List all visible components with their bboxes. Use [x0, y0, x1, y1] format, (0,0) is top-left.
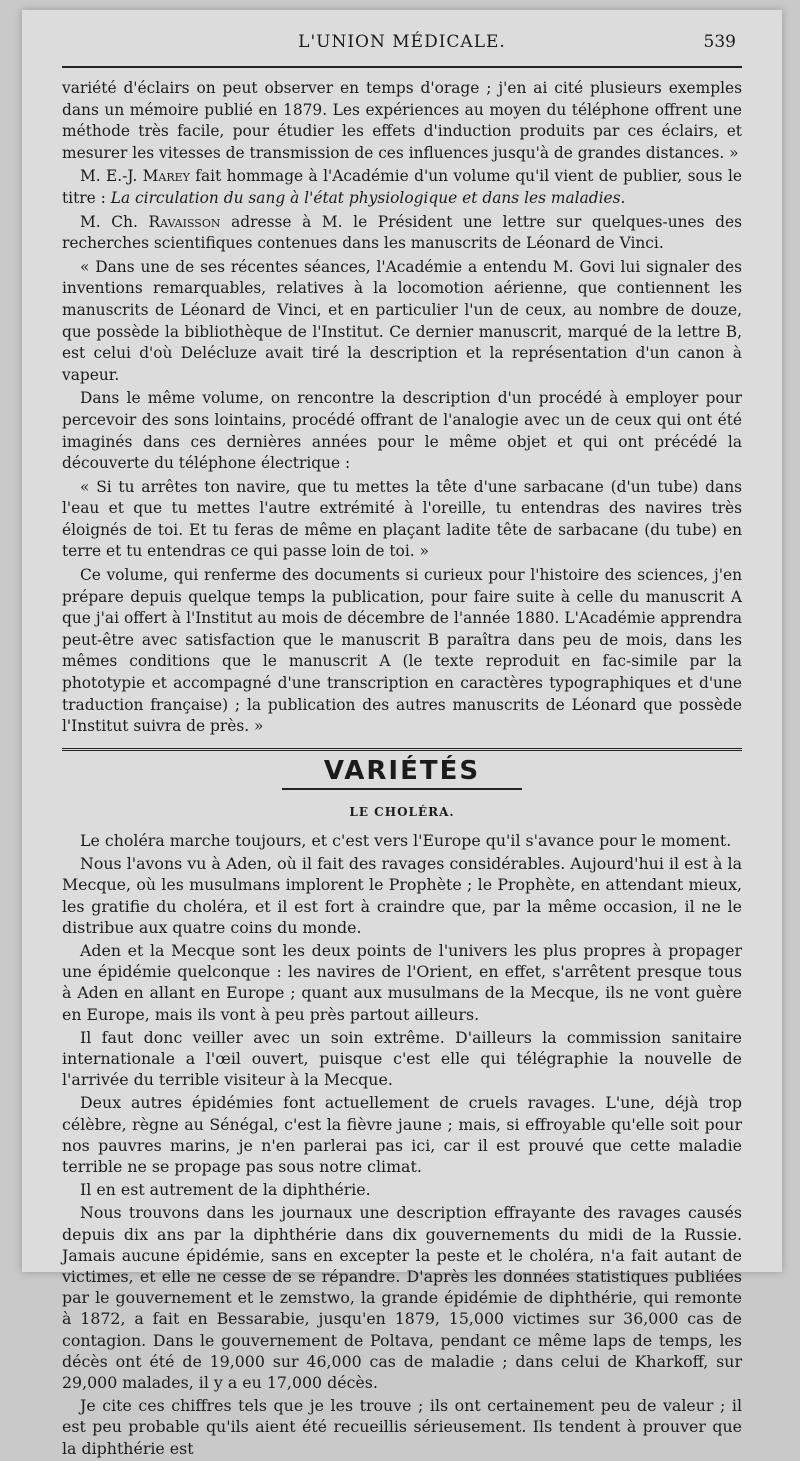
paragraph: Ce volume, qui renferme des documents si curieux pour l'histoire des sciences, j'en prépare depuis quelque temps la publication, pour faire suite à celle du manuscrit A que j'ai offert à l'Institut au mois de décembre de l'année 1880. L'Académie apprendra peut-être avec satisfaction que le manuscrit B paraîtra dans peu de mois, dans les mêmes conditions que le manuscrit A (le texte reproduit en fac-simile par la phototypie et accompagné d'une transcription en caractères typographiques et d'une traduction française) ; la publication des autres manuscrits de Léonard que possède l'Institut suivra de près. » — [62, 566, 742, 736]
paragraph: variété d'éclairs on peut observer en temps d'orage ; j'en ai cité plusieurs exemples dans un mémoire publié en 1879. Les expériences au moyen du téléphone offrent une méthode très facile, pour étudier les effets d'induction produits par ces éclairs, et mesurer les vitesses de transmission de ces influences jusqu'à de grandes distances. » — [62, 79, 742, 162]
paragraph: Nous trouvons dans les journaux une description effrayante des ravages causés depuis dix ans par la diphthérie dans dix gouvernements du midi de la Russie. Jamais aucune épidémie, sans en excepter la peste et le choléra, n'a fait autant de victimes, et elle ne cesse de se répandre. D'après les données statistiques publiées par le gouvernement et le zemstwo, la grande épidémie de diphthérie, qui remonte à 1872, a fait en Bessarabie, jusqu'en 1879, 15,000 victimes sur 36,000 cas de contagion. Dans le gouvernement de Poltava, pendant ce même laps de temps, les décès ont été de 19,000 sur 46,000 cas de maladie ; dans celui de Kharkoff, sur 29,000 malades, il y a eu 17,000 décès. — [62, 1203, 742, 1393]
paragraph: Deux autres épidémies font actuellement de cruels ravages. L'une, déjà trop célèbre, règne au Sénégal, c'est la fièvre jaune ; mais, si effroyable qu'elle soit pour nos pauvres marins, je n'en parlerai pas ici, car il est prouvé que cette maladie terrible ne se propage pas sous notre climat. — [62, 1093, 742, 1177]
paragraph: Aden et la Mecque sont les deux points de l'univers les plus propres à propager une épidémie quelconque : les navires de l'Orient, en effet, s'arrêtent presque tous à Aden en allant en Europe ; quant aux musulmans de la Mecque, ils ne vont guère en Europe, mais ils vont à peu près partout ailleurs. — [62, 941, 742, 1024]
section-title: VARIÉTÉS — [323, 755, 481, 786]
running-title: L'UNION MÉDICALE. — [298, 32, 506, 52]
paragraph: Il en est autrement de la diphthérie. — [80, 1180, 371, 1200]
page-number: 539 — [703, 32, 736, 52]
paragraph: Je cite ces chiffres tels que je les trouve ; ils ont certainement peu de valeur ; il est peu probable qu'ils aient été recueillis sérieusement. Ils tendent à prouver que la diphthérie est — [62, 1396, 742, 1458]
page-content — [62, 78, 742, 1461]
paragraph: Le choléra marche toujours, et c'est vers l'Europe qu'il s'avance pour le moment. — [80, 831, 732, 850]
paragraph: Nous l'avons vu à Aden, où il fait des ravages considérables. Aujourd'hui il est à la Mecque, où les musulmans implorent le Prophète ; le Prophète, en attendant mieux, les gratifie du choléra, et il est fort à craindre que, par la même occasion, il ne le distribue aux quatre coins du monde. — [62, 854, 742, 937]
cholera-article — [62, 830, 742, 1459]
book-title: La circulation du sang à l'état physiologique et dans les maladies. — [110, 188, 626, 207]
paragraph: Dans le même volume, on rencontre la description d'un procédé à employer pour percevoir des sons lointains, procédé offrant de l'analogie avec un de ceux qui ont été imaginés dans ces dernières années pour le même objet et qui ont précédé la découverte du téléphone électrique : — [62, 389, 742, 473]
header-rule — [62, 66, 742, 68]
page-header — [62, 32, 742, 60]
journal-page — [22, 10, 782, 1458]
section-title-rule — [282, 788, 522, 790]
quotation-paragraph: « Si tu arrêtes ton navire, que tu mettes la tête d'une sarbacane (d'un tube) dans l'eau et que tu mettes l'autre extrémité à l'oreille, tu entendras des navires très éloignés de toi. Et tu feras de même en plaçant ladite tête de sarbacane (du tube) en terre et tu entendras ce qui passe loin de toi. » — [62, 477, 742, 561]
paragraph: « Dans une de ses récentes séances, l'Académie a entendu M. Govi lui signaler des inventions remarquables, relatives à la locomotion aérienne, que contiennent les manuscrits de Léonard de Vinci, et en particulier l'un de ceux, au nombre de douze, que possède la bibliothèque de l'Institut. Ce dernier manuscrit, marqué de la lettre B, est celui d'où Delécluze avait tiré la description et la représentation d'un canon à vapeur. — [62, 257, 742, 384]
paragraph-marey: M. E.-J. Marey fait hommage à l'Académie d'un volume qu'il vient de publier, sous le titre : La circulation du sang à l'état physiologique et dans les maladies. — [62, 167, 742, 207]
author-name: Ravaisson — [148, 212, 221, 231]
subsection-title: LE CHOLÉRA. — [349, 805, 455, 820]
paragraph-ravaisson: M. Ch. Ravaisson adresse à M. le Président une lettre sur quelques-unes des recherches scientifiques contenues dans les manuscrits de Léonard de Vinci. — [62, 212, 742, 253]
paragraph: Il faut donc veiller avec un soin extrême. D'ailleurs la commission sanitaire internationale a l'œil ouvert, puisque c'est elle qui télégraphie la nouvelle de l'arrivée du terrible visiteur à la Mecque. — [62, 1027, 742, 1090]
author-name: Marey — [142, 167, 190, 186]
section-separator — [62, 748, 742, 751]
